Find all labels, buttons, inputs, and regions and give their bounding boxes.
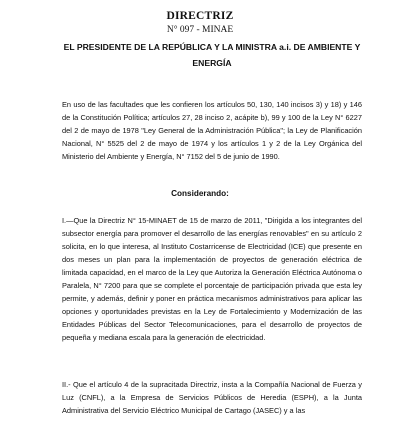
- paragraph-2: II.- Que el artículo 4 de la supracitada Directriz, insta a la Compañía Nacional de Fuerza y Luz (CNFL), a la Empresa de Servicios Públicos de Heredia (ESPH), a la Junta Administrativa del Servicio Eléctrico Municipal de Cartago (JASEC) y a las: [62, 380, 362, 415]
- document-title: DIRECTRIZ: [166, 10, 234, 22]
- document-number: N° 097 - MINAE: [166, 25, 234, 35]
- considerando-heading: Considerando:: [171, 189, 229, 198]
- document-heading: EL PRESIDENTE DE LA REPÚBLICA Y LA MINISTRA a.i. DE AMBIENTE Y ENERGÍA: [63, 42, 361, 68]
- intro-paragraph: En uso de las facultades que les confieren los artículos 50, 130, 140 incisos 3) y 18) y 146 de la Constitución Política; artículos 27, 28 inciso 2, acápite b), 99 y 100 de la Ley N° 6227 del 2 de mayo de 1978 "Ley General de la Administración Pública"; la Ley de Planificación Nacional, N° 5525 del 2 de mayo de 1974 y los artículos 1 y 2 de la Ley Orgánica del Ministerio del Ambiente y Energía, N° 7152 del 5 de junio de 1990.: [62, 100, 362, 161]
- paragraph-1: I.—Que la Directriz N° 15-MINAET de 15 de marzo de 2011, "Dirigida a los integrantes del subsector energía para promover el desarrollo de las energías renovables" en su artículo 2 solicita, en lo que interesa, al Instituto Costarricense de Electricidad (ICE) que presente en dos meses un plan para la implementación de proyectos de generación eléctrica de limitada capacidad, en el marco de la Ley que Autoriza la Generación Eléctrica Autónoma o Paralela, N° 7200 para que se complete el porcentaje de participación privada que esta ley permite, y además, definir y poner en práctica mecanismos administrativos para aplicar las opciones y oportunidades previstas en la Ley de Fortalecimiento y Modernización de las Entidades Públicas del Sector Telecomunicaciones, para el desarrollo de proyectos de pequeña y mediana escala para la generación de electricidad.: [62, 216, 362, 342]
